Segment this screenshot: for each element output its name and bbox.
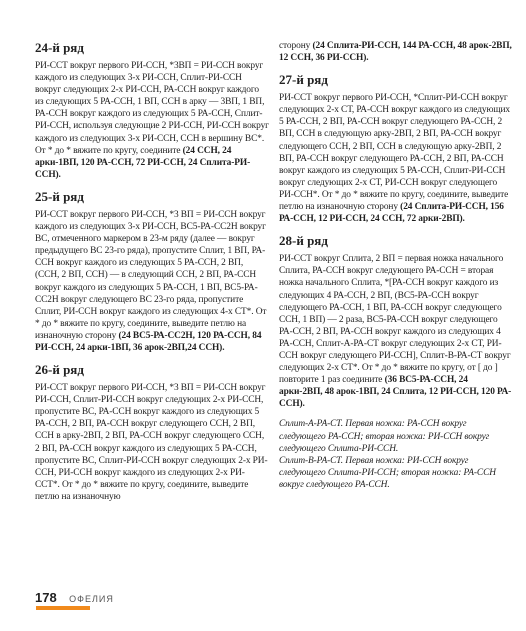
- row-27-instructions: [279, 92, 513, 225]
- page-number: 178: [35, 590, 57, 605]
- left-column: [35, 40, 269, 511]
- row-27-summary: (24 Сплита-РИ-ССН, 156 РА-ССН, 12 РИ-ССН, 24 ССН, 72 арки-2ВП).: [279, 202, 504, 225]
- row-27-heading: 27-й ряд: [279, 72, 328, 88]
- row-28-body: РИ-ССТ вокруг Сплита, 2 ВП = первая ножка начального Сплита, РА-ССН вокруг следующего РА-ССН = вторая ножка начального Сплита, *[РА-ССН вокруг каждого из следующих 4 РА-ССН, 2 ВП, (ВС5-РА-ССН вокруг следующего РА-ССН, 1 ВП, РА-ССН вокруг следующего ССН, 1 ВП) — 2 раза, ВС5-РА-ССН вокруг следующего РА-ССН, 2 ВП, РА-ССН вокруг каждого из следующих 4 РА-ССН, Сплит-А-РА-СТ вокруг следующих 2-х СТ, РИ-ССН вокруг следующего РИ-ССН], Сплит-В-РА-СТ вокруг следующих 2-х СТ*. От * до * вяжите по кругу, от [ до ] повторите 1 раз соедините: [279, 254, 511, 386]
- split-b-note: Сплит-В-РА-СТ. Первая ножка: РИ-ССН вокруг следующего Сплита-РИ-ССН; вторая ножка: РА-ССН вокруг следующего РА-ССН.: [279, 455, 496, 490]
- row-28-heading: 28-й ряд: [279, 233, 328, 249]
- row-25-instructions: [35, 209, 269, 354]
- row-24-summary: (24 ССН, 24 арки-1ВП, 120 РА-ССН, 72 РИ-ССН, 24 Сплита-РИ-ССН).: [35, 145, 251, 180]
- book-title-label: ОФЕЛИЯ: [69, 594, 114, 604]
- row-28-summary: (36 ВС5-РА-ССН, 24 арки-2ВП, 48 арок-1ВП, 24 Сплита, 12 РИ-ССН, 120 РА-ССН).: [279, 375, 512, 410]
- row-25-heading: 25-й ряд: [35, 188, 84, 204]
- right-column: [279, 40, 513, 491]
- row-26-summary: (24 Сплита-РИ-ССН, 144 РА-ССН, 48 арок-2ВП, 12 ССН, 36 РИ-ССН).: [279, 41, 512, 64]
- row-26-instructions: [35, 382, 269, 503]
- row-26-continuation: [279, 40, 513, 64]
- row-25-summary: (24 ВС5-РА-СС2Н, 120 РА-ССН, 84 РИ-ССН, 24 арки-1ВП, 36 арок-2ВП,24 ССН).: [35, 330, 262, 353]
- footer-accent-bar: [36, 606, 90, 610]
- page-footer: [35, 589, 114, 607]
- row-24-body: РИ-ССТ вокруг первого РИ-ССН, *3ВП = РИ-ССН вокруг каждого из следующих 3-х РИ-ССН, Сплит-РИ-ССН вокруг следующих 2-х РИ-ССН, РА-ССН вокруг каждого из следующих 5 РА-ССН, 1 ВП, ССН в арку — 3ВП, 1 ВП, РА-ССН вокруг каждого из следующих 5 РА-ССН, Сплит-РИ-ССН, используя следующие 2 РИ-ССН, РИ-ССН вокруг каждого из следующих 3-х РИ-ССН, ССН в вершину ВС*. От * до * вяжите по кругу, соедините: [35, 61, 269, 156]
- row-27-body: РИ-ССТ вокруг первого РИ-ССН, *Сплит-РИ-ССН вокруг следующих 2-х СТ, РА-ССН вокруг каждого из следующих 5 РА-ССН, 2 ВП, РА-ССН вокруг следующего РА-ССН, 2 ВП, ССН в следующую арку-2ВП, 2 ВП, РА-ССН вокруг следующего ССН, 2 ВП, ССН в следующую арку-2ВП, 2 ВП, РА-ССН вокруг следующего РА-ССН, 2 ВП, РА-ССН вокруг каждого из следующих 5 РА-ССН, Сплит-РИ-ССН вокруг следующих 2-х СТ, РИ-ССН вокруг следующего РИ-ССН*. От * до * вяжите по кругу, соедините, выведите петлю на изнаночную сторону: [279, 93, 511, 213]
- row-28-instructions: [279, 253, 513, 410]
- row-24-heading: 24-й ряд: [35, 40, 84, 55]
- row-26-body: РИ-ССТ вокруг первого РИ-ССН, *3 ВП = РИ-ССН вокруг РИ-ССН, Сплит-РИ-ССН вокруг следующих 2-х РИ-ССН, пропустите ВС, РА-ССН вокруг каждого из следующих 5 РА-ССН, 2 ВП, РА-ССН вокруг следующего ССН, 2 ВП, ССН в арку-2ВП, 2 ВП, РА-ССН вокруг следующего ССН, 2 ВП, РА-ССН вокруг каждого из следующих 5 РА-ССН, пропустите ВС, Сплит-РИ-ССН вокруг следующих 2-х РИ-ССН, РИ-ССН вокруг каждого из следующих 2-х РИ-ССТ*. От * до * вяжите по кругу, соедините, выведите петлю на изнаночную: [35, 383, 268, 502]
- row-24-instructions: [35, 60, 269, 181]
- split-a-note: Сплит-А-РА-СТ. Первая ножка: РА-ССН вокруг следующего РА-ССН; вторая ножка: РИ-ССН вокруг следующего Сплита-РИ-ССН.: [279, 419, 490, 454]
- row-26-heading: 26-й ряд: [35, 362, 84, 378]
- row-26-continuation-text: сторону: [279, 41, 313, 51]
- row-25-body: РИ-ССТ вокруг первого РИ-ССН, *3 ВП = РИ-ССН вокруг каждого из следующих 3-х РИ-ССН, ВС5-РА-СС2Н вокруг ВС, отмеченного маркером в 23-м ряду (далее — вокруг предыдущего ВС 23-го ряда), пропустите Сплит, 1 ВП, РА-ССН вокруг каждого из следующих 5 РА-ССН, 2 ВП, (ССН, 2 ВП, ССН) — в следующий ССН, 2 ВП, РА-ССН вокруг каждого из следующих 5 РА-ССН, 1 ВП, ВС5-РА-СС2Н вокруг следующего ВС 23-го ряда, пропустите Сплит, РИ-ССН вокруг каждого из следующих 4-х СТ*. От * до * вяжите по кругу, соедините, выведите петлю на изнаночную сторону: [35, 209, 267, 341]
